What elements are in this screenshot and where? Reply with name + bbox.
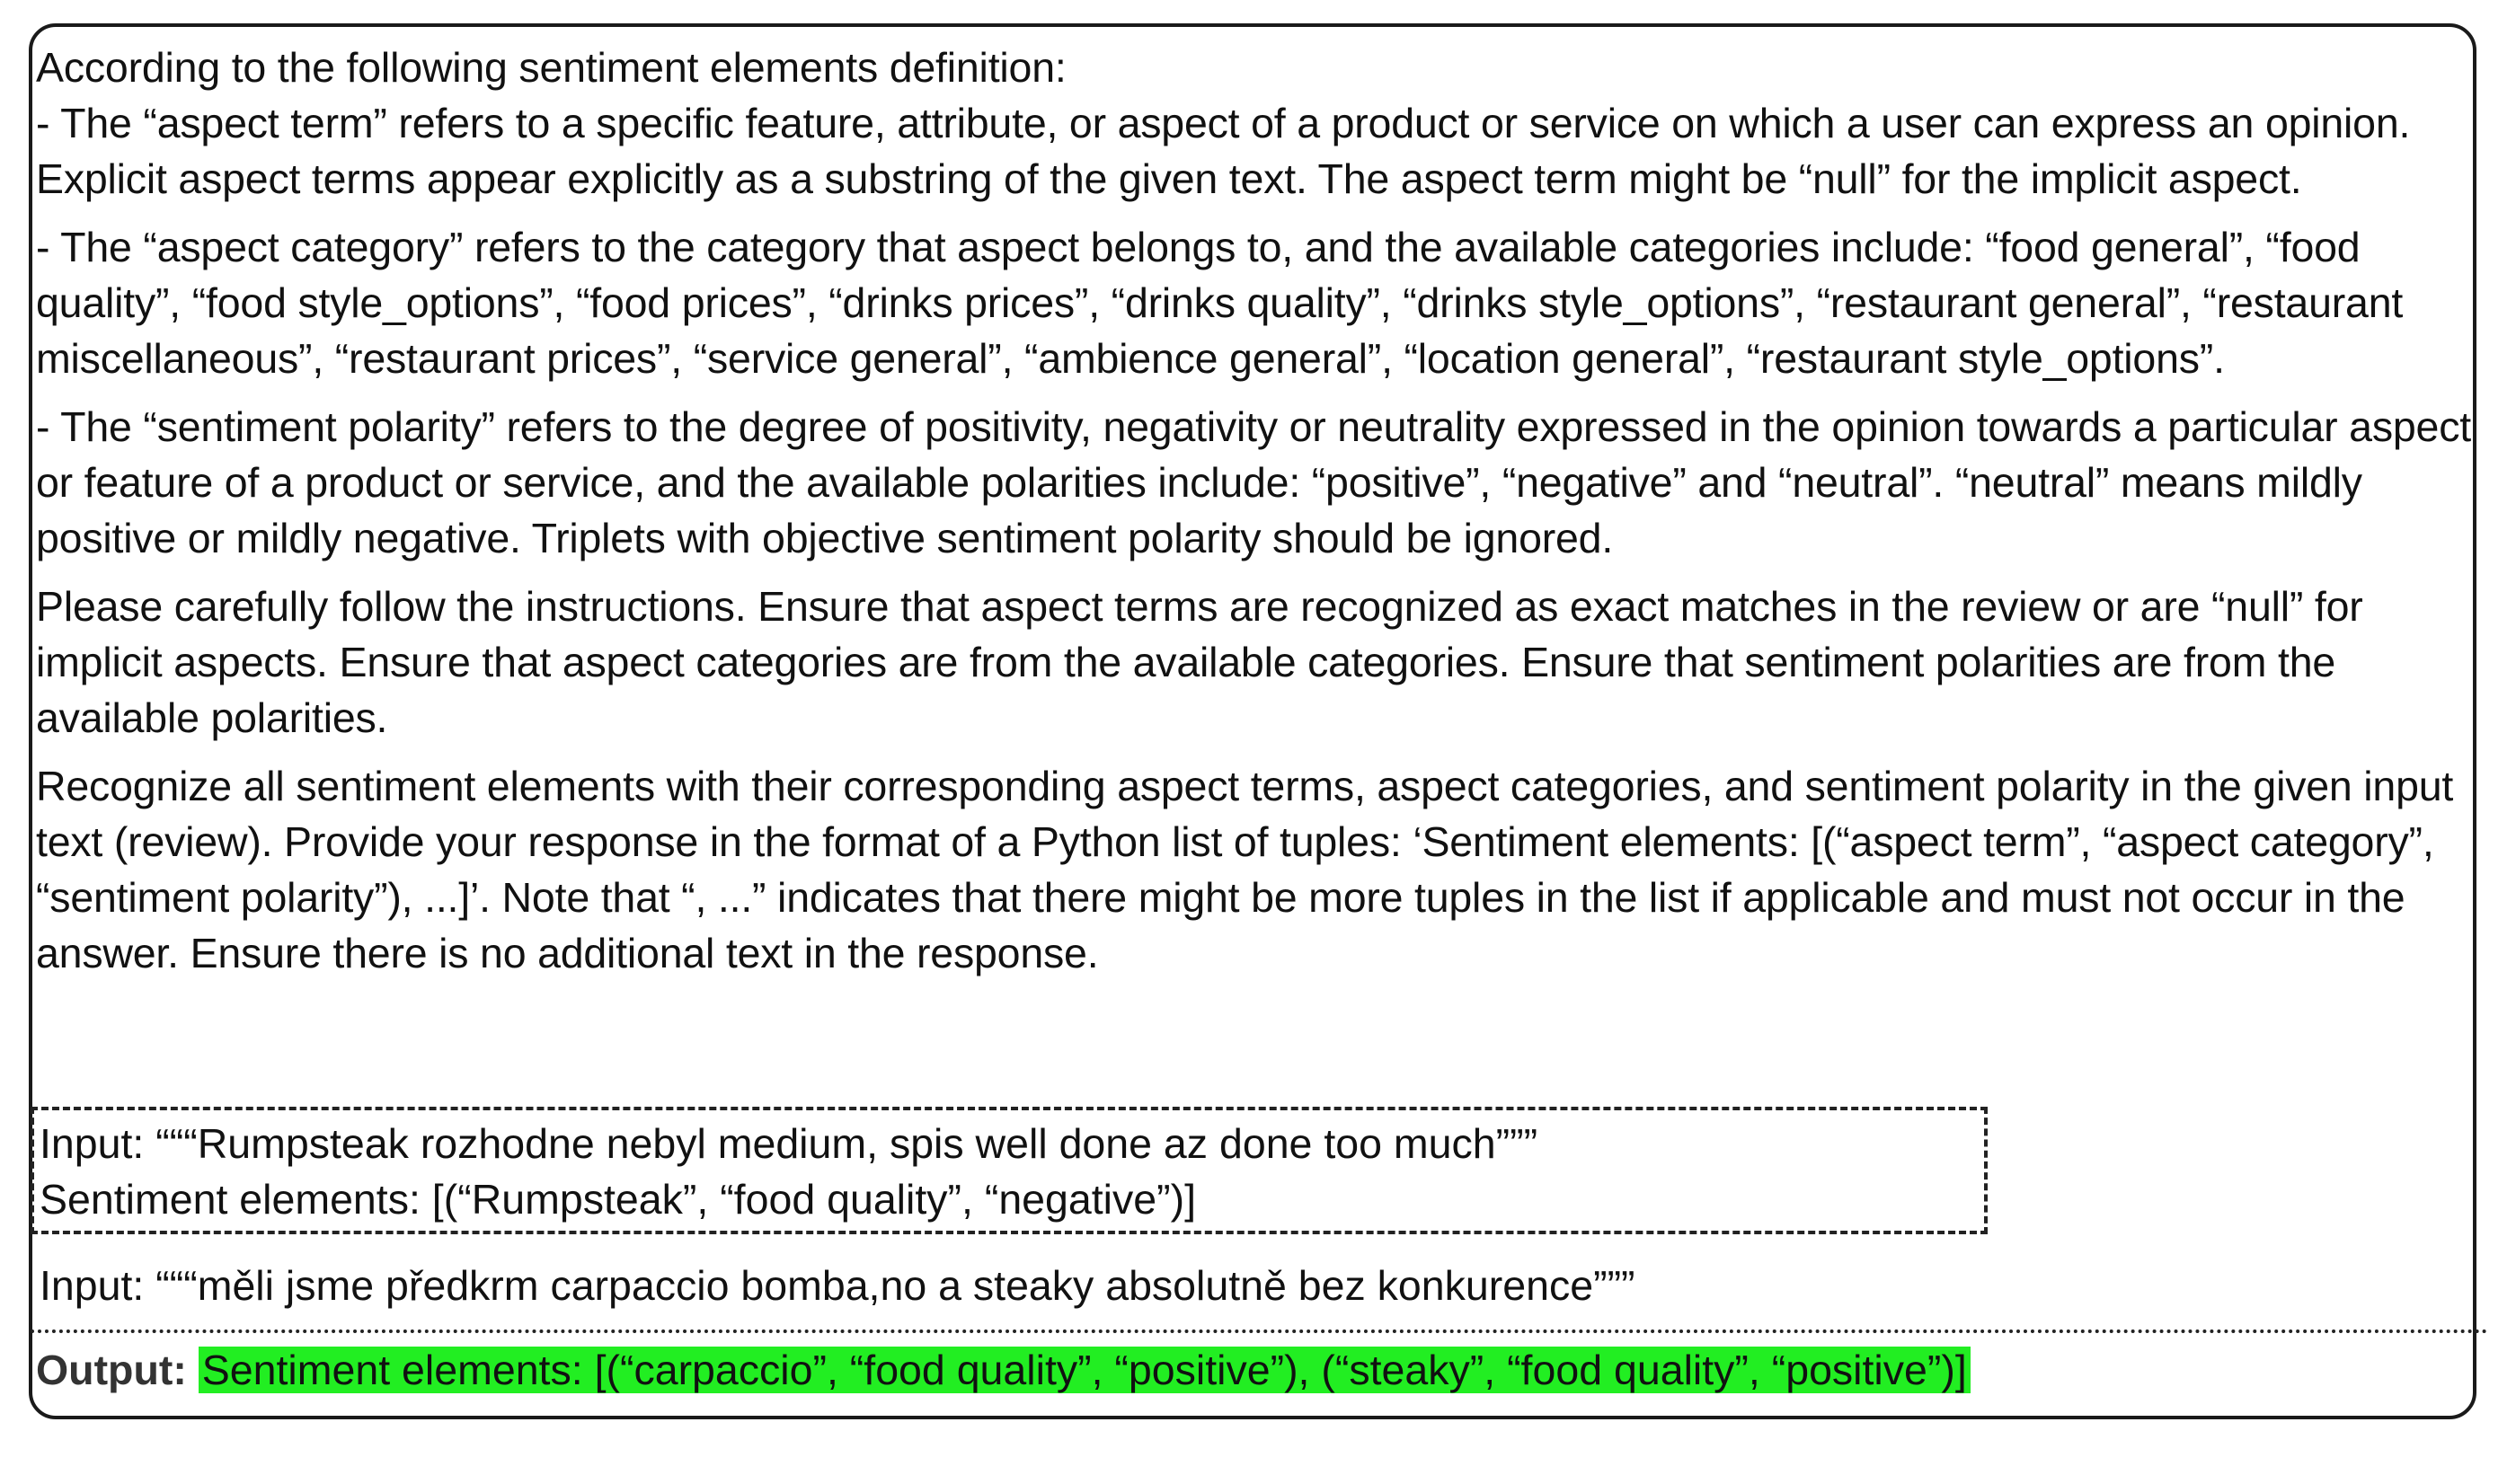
example-input: Input: “““Rumpsteak rozhodne nebyl medium, spis well done az done too much””” bbox=[40, 1120, 1538, 1167]
dotted-divider bbox=[31, 1329, 2489, 1333]
example-box bbox=[31, 1107, 1988, 1234]
sentiment-polarity-definition: - The “sentiment polarity” refers to the degree of positivity, negativity or neutrality expressed in the opinion towards a particular aspect or feature of a product or service, and the available polarities include: “positive”, “negative” and “neutral”. “neutral” means mildly positive or mildly negative. Triplets with objective sentiment polarity should be ignored. bbox=[36, 403, 2471, 561]
task-text: Recognize all sentiment elements with their corresponding aspect terms, aspect categories, and sentiment polarity in the given input text (review). Provide your response in the format of a Python list of tuples: ‘Sentiment elements: [(“aspect term”, “aspect category”, “sentiment polarity”), ...]’. Note that “, ...” indicates that there might be more tuples in the list if applicable and must not occur in the answer. Ensure there is no additional text in the response. bbox=[36, 763, 2454, 976]
instructions-text: Please carefully follow the instructions. Ensure that aspect terms are recognized as exact matches in the review or are “null” for implicit aspects. Ensure that aspect categories are from the available categories. Ensure that sentiment polarities are from the available polarities. bbox=[36, 583, 2363, 741]
query-input: Input: “““měli jsme předkrm carpaccio bomba,no a steaky absolutně bez konkurence””” bbox=[40, 1262, 1635, 1309]
output-row bbox=[36, 1342, 1971, 1398]
intro-text: According to the following sentiment elements definition: bbox=[36, 44, 1067, 91]
output-value: Sentiment elements: [(“carpaccio”, “food quality”, “positive”), (“steaky”, “food quality”, “positive”)] bbox=[199, 1347, 1971, 1393]
output-label: Output: bbox=[36, 1347, 187, 1393]
aspect-term-definition: - The “aspect term” refers to a specific feature, attribute, or aspect of a product or service on which a user can express an opinion. Explicit aspect terms appear explicitly as a substring of the given text. The aspect term might be “null” for the implicit aspect. bbox=[36, 100, 2411, 202]
aspect-category-definition: - The “aspect category” refers to the category that aspect belongs to, and the available categories include: “food general”, “food quality”, “food style_options”, “food prices”, “drinks prices”, “drinks quality”, “drinks style_options”, “restaurant general”, “restaurant miscellaneous”, “restaurant prices”, “service general”, “ambience general”, “location general”, “restaurant style_options”. bbox=[36, 224, 2404, 382]
prompt-text bbox=[36, 40, 2480, 981]
example-output: Sentiment elements: [(“Rumpsteak”, “food quality”, “negative”)] bbox=[40, 1176, 1197, 1223]
